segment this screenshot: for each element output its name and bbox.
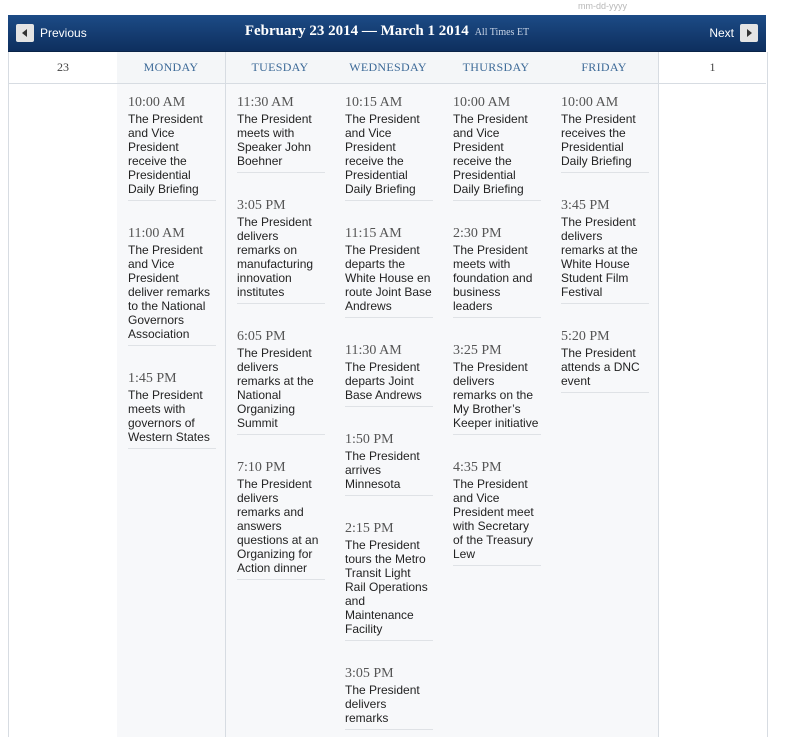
event-time: 6:05 PM bbox=[237, 329, 286, 344]
event-list bbox=[9, 84, 117, 94]
schedule-event[interactable] bbox=[237, 328, 325, 435]
event-description: The President and Vice President receive the Presidential Daily Briefing bbox=[453, 112, 528, 196]
event-list bbox=[550, 84, 658, 393]
event-time: 1:45 PM bbox=[128, 371, 177, 386]
day-column-tuesday bbox=[226, 52, 335, 737]
schedule-event[interactable] bbox=[453, 459, 541, 566]
event-time: 2:15 PM bbox=[345, 521, 394, 536]
event-time: 11:15 AM bbox=[345, 226, 402, 241]
event-description: The President meets with Speaker John Boehner bbox=[237, 112, 312, 168]
week-range-text: February 23 2014 — March 1 2014 bbox=[244, 23, 469, 39]
event-time: 11:30 AM bbox=[345, 343, 402, 358]
event-description: The President delivers remarks at the White House Student Film Festival bbox=[561, 215, 638, 299]
schedule-event[interactable] bbox=[453, 342, 541, 435]
event-time: 10:00 AM bbox=[128, 95, 186, 110]
event-description: The President departs Joint Base Andrews bbox=[345, 360, 422, 402]
previous-label: Previous bbox=[40, 26, 87, 40]
event-description: The President meets with governors of Western States bbox=[128, 388, 210, 444]
next-label: Next bbox=[709, 26, 734, 40]
day-column-sunday bbox=[9, 52, 118, 737]
event-description: The President delivers remarks at the National Organizing Summit bbox=[237, 346, 314, 430]
event-description: The President attends a DNC event bbox=[561, 346, 640, 388]
event-time: 3:05 PM bbox=[237, 198, 286, 213]
schedule-event[interactable] bbox=[453, 225, 541, 318]
event-description: The President arrives Minnesota bbox=[345, 449, 420, 491]
schedule-event[interactable] bbox=[345, 665, 433, 730]
event-description: The President departs the White House en route Joint Base Andrews bbox=[345, 243, 432, 313]
week-calendar-grid bbox=[8, 52, 768, 737]
event-list bbox=[442, 84, 550, 566]
day-column-friday bbox=[550, 52, 659, 737]
schedule-event[interactable] bbox=[345, 94, 433, 201]
schedule-event[interactable] bbox=[345, 225, 433, 318]
day-header: FRIDAY bbox=[550, 52, 658, 84]
day-header: TUESDAY bbox=[226, 52, 334, 84]
schedule-event[interactable] bbox=[453, 94, 541, 201]
event-time: 3:25 PM bbox=[453, 343, 502, 358]
event-time: 11:30 AM bbox=[237, 95, 294, 110]
day-header: THURSDAY bbox=[442, 52, 550, 84]
event-time: 10:15 AM bbox=[345, 95, 403, 110]
schedule-event[interactable] bbox=[128, 225, 216, 346]
event-description: The President receives the Presidential Daily Briefing bbox=[561, 112, 636, 168]
schedule-event[interactable] bbox=[561, 197, 649, 304]
timezone-note: All Times ET bbox=[474, 27, 530, 38]
day-column-thursday bbox=[442, 52, 551, 737]
event-list bbox=[117, 84, 225, 449]
next-week-button[interactable] bbox=[709, 24, 758, 42]
day-column-monday bbox=[117, 52, 226, 737]
event-list bbox=[226, 84, 334, 580]
schedule-event[interactable] bbox=[237, 197, 325, 304]
day-header: 23 bbox=[9, 52, 117, 84]
event-description: The President delivers remarks on manufacturing innovation institutes bbox=[237, 215, 314, 299]
schedule-event[interactable] bbox=[237, 94, 325, 173]
event-time: 2:30 PM bbox=[453, 226, 502, 241]
schedule-event[interactable] bbox=[128, 94, 216, 201]
day-header: MONDAY bbox=[117, 52, 225, 84]
day-header: 1 bbox=[659, 52, 766, 84]
schedule-event[interactable] bbox=[561, 328, 649, 393]
event-time: 1:50 PM bbox=[345, 432, 394, 447]
event-time: 11:00 AM bbox=[128, 226, 185, 241]
event-description: The President and Vice President receive the Presidential Daily Briefing bbox=[128, 112, 203, 196]
event-description: The President tours the Metro Transit Light Rail Operations and Maintenance Facility bbox=[345, 538, 428, 636]
date-format-hint: mm-dd-yyyy bbox=[578, 1, 627, 11]
event-time: 10:00 AM bbox=[453, 95, 511, 110]
event-time: 10:00 AM bbox=[561, 95, 619, 110]
schedule-event[interactable] bbox=[237, 459, 325, 580]
event-time: 5:20 PM bbox=[561, 329, 610, 344]
event-description: The President and Vice President deliver remarks to the National Governors Association bbox=[128, 243, 211, 341]
schedule-event[interactable] bbox=[345, 520, 433, 641]
event-description: The President and Vice President meet with Secretary of the Treasury Lew bbox=[453, 477, 534, 561]
event-description: The President meets with foundation and business leaders bbox=[453, 243, 533, 313]
chevron-right-icon bbox=[740, 24, 758, 42]
event-description: The President and Vice President receive the Presidential Daily Briefing bbox=[345, 112, 420, 196]
event-time: 7:10 PM bbox=[237, 460, 286, 475]
day-header: WEDNESDAY bbox=[334, 52, 442, 84]
event-time: 4:35 PM bbox=[453, 460, 502, 475]
event-time: 3:45 PM bbox=[561, 198, 610, 213]
schedule-event[interactable] bbox=[128, 370, 216, 449]
event-description: The President delivers remarks and answers questions at an Organizing for Action dinner bbox=[237, 477, 319, 575]
event-description: The President delivers remarks bbox=[345, 683, 420, 725]
week-header bbox=[8, 15, 766, 52]
event-description: The President delivers remarks on the My Brother’s Keeper initiative bbox=[453, 360, 539, 430]
schedule-event[interactable] bbox=[345, 342, 433, 407]
event-time: 3:05 PM bbox=[345, 666, 394, 681]
event-list bbox=[334, 84, 442, 730]
day-column-saturday bbox=[659, 52, 766, 737]
event-list bbox=[659, 84, 766, 94]
schedule-event[interactable] bbox=[561, 94, 649, 173]
week-range-title bbox=[8, 23, 766, 40]
schedule-event[interactable] bbox=[345, 431, 433, 496]
day-column-wednesday bbox=[334, 52, 443, 737]
